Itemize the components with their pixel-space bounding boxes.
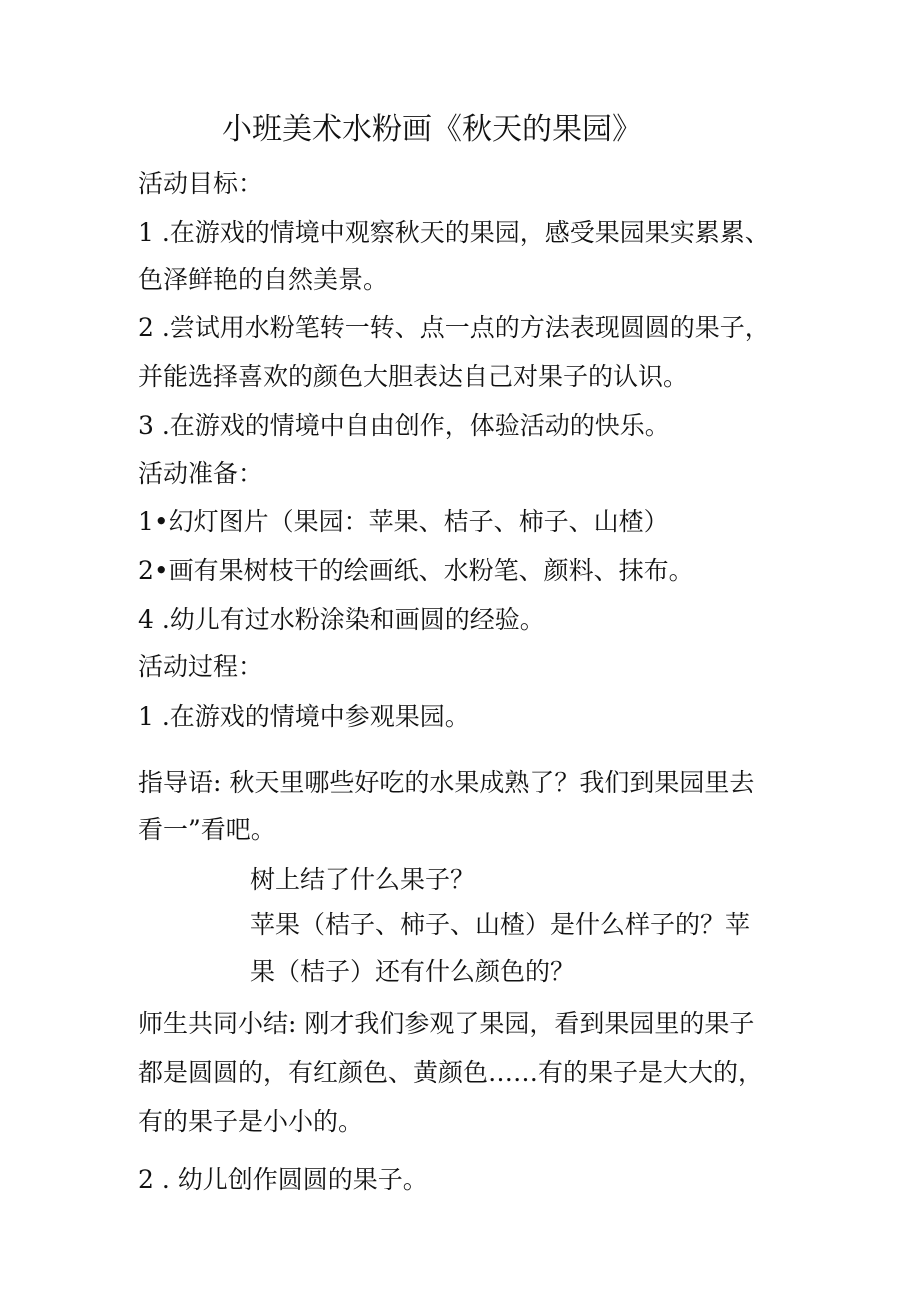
question-line: 树上结了什么果子？: [250, 865, 476, 894]
goal-line: 3 .在游戏的情境中自由创作，体验活动的快乐。: [138, 411, 670, 440]
preparation-line: 4 .幼儿有过水粉涂染和画圆的经验。: [138, 605, 545, 634]
goal-line: 并能选择喜欢的颜色大胆表达自己对果子的认识。: [138, 362, 689, 391]
summary-line: 有的果子是小小的。: [138, 1107, 364, 1136]
summary-line: 师生共同小结: 刚才我们参观了果园，看到果园里的果子: [138, 1009, 755, 1038]
question-line: 果（桔子）还有什么颜色的？: [250, 957, 576, 986]
guide-line: 看一”看吧。: [138, 815, 276, 844]
preparation-line: 2•画有果树枝干的绘画纸、水粉笔、颜料、抹布。: [138, 556, 694, 585]
page-title: 小班美术水粉画《秋天的果园》: [222, 112, 642, 147]
section-heading-goals: 活动目标：: [138, 169, 264, 198]
guide-line: 指导语: 秋天里哪些好吃的水果成熟了？我们到果园里去: [138, 768, 755, 797]
preparation-line: 1•幻灯图片（果园：苹果、桔子、柿子、山楂）: [138, 507, 669, 536]
section-heading-preparation: 活动准备：: [138, 459, 264, 488]
question-line: 苹果（桔子、柿子、山楂）是什么样子的？苹: [250, 910, 751, 939]
section-heading-process: 活动过程：: [138, 652, 264, 681]
goal-line: 色泽鲜艳的自然美景。: [138, 265, 389, 294]
process-step-1: 1 .在游戏的情境中参观果园。: [138, 702, 470, 731]
summary-line: 都是圆圆的，有红颜色、黄颜色……有的果子是大大的，: [138, 1058, 764, 1087]
goal-line: 1 .在游戏的情境中观察秋天的果园，感受果园果实累累、: [138, 218, 770, 247]
goal-line: 2 .尝试用水粉笔转一转、点一点的方法表现圆圆的果子，: [138, 313, 770, 342]
process-step-2: 2 . 幼儿创作圆圆的果子。: [138, 1165, 428, 1194]
